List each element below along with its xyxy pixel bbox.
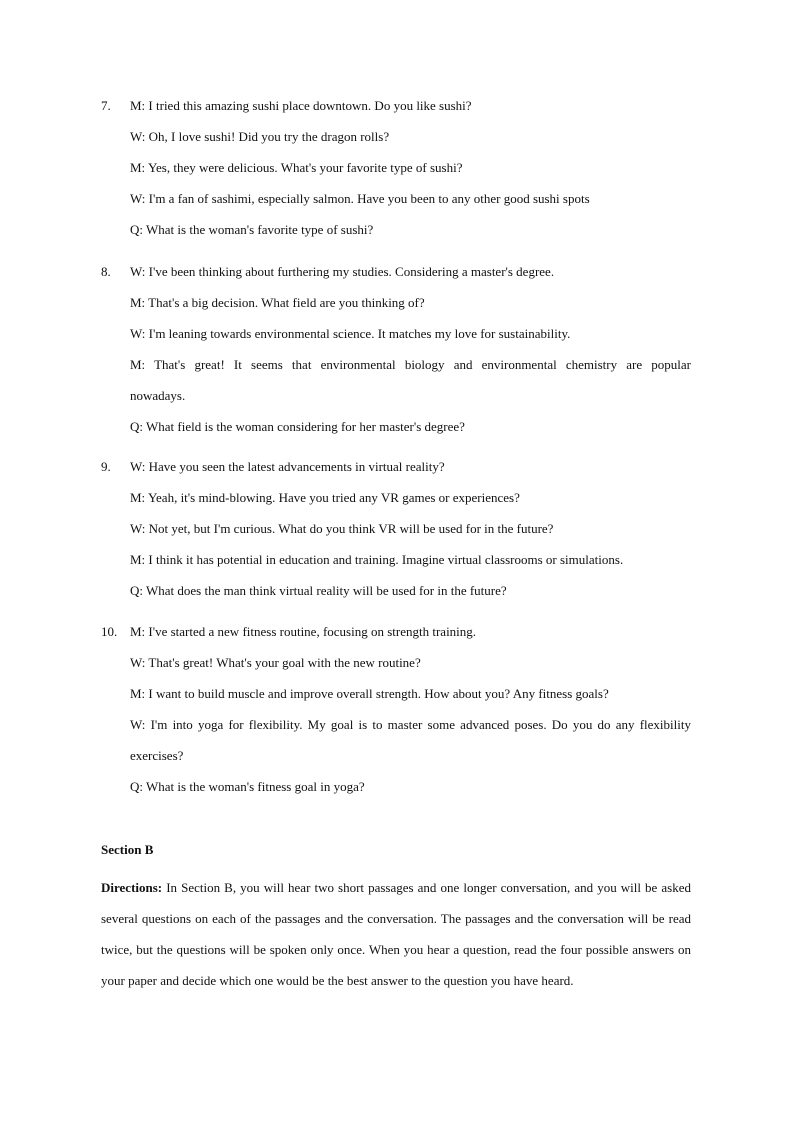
dialogue-line-continued: exercises? (130, 748, 184, 763)
wrapped-dialogue (130, 716, 691, 778)
question-prompt: Q: What does the man think virtual reality will be used for in the future? (130, 583, 507, 598)
question-prompt: Q: What is the woman's fitness goal in yoga? (130, 779, 365, 794)
question-10 (101, 623, 701, 809)
question-line (101, 778, 701, 809)
directions-label: Directions: (101, 880, 163, 895)
dialogue-line-continued: nowadays. (130, 388, 186, 403)
dialogue-line: W: Not yet, but I'm curious. What do you think VR will be used for in the future? (130, 521, 554, 536)
question-line (101, 128, 701, 159)
wrapped-dialogue (130, 356, 691, 418)
dialogue-line: W: I'm a fan of sashimi, especially salmon. Have you been to any other good sushi spots (130, 191, 590, 206)
question-line (101, 294, 701, 325)
dialogue-line: W: Oh, I love sushi! Did you try the dragon rolls? (130, 129, 390, 144)
question-prompt: Q: What field is the woman considering for her master's degree? (130, 419, 465, 434)
dialogue-line: W: I'm into yoga for flexibility. My goal is to master some advanced poses. Do you do any flexibility (130, 717, 691, 732)
dialogue-line: W: I've been thinking about furthering my studies. Considering a master's degree. (130, 264, 555, 279)
question-line (101, 263, 701, 294)
question-number: 9. (101, 459, 111, 474)
question-line (101, 623, 701, 654)
question-line (101, 458, 701, 489)
question-line (101, 418, 701, 449)
question-prompt: Q: What is the woman's favorite type of sushi? (130, 222, 374, 237)
directions-text: In Section B, you will hear two short passages and one longer conversation, and you will be asked several questions on each of the passages and the conversation. The passages and the conversation will be read twice, but the questions will be spoken only once. When you hear a question, read the four possible answers on your paper and decide which one would be the best answer to the question you have heard. (101, 880, 691, 988)
dialogue-line: W: Have you seen the latest advancements in virtual reality? (130, 459, 445, 474)
section-heading: Section B (101, 842, 154, 857)
question-line (101, 489, 701, 520)
dialogue-line: W: That's great! What's your goal with the new routine? (130, 655, 421, 670)
question-line (101, 654, 701, 685)
question-line (101, 551, 701, 582)
question-line (101, 190, 701, 221)
question-line (101, 221, 701, 252)
dialogue-line: M: I want to build muscle and improve overall strength. How about you? Any fitness goals? (130, 686, 609, 701)
question-line (101, 97, 701, 128)
dialogue-line: M: That's great! It seems that environmental biology and environmental chemistry are popular (130, 357, 691, 372)
question-line (101, 520, 701, 551)
directions-paragraph (101, 872, 691, 996)
dialogue-line: M: Yeah, it's mind-blowing. Have you tried any VR games or experiences? (130, 490, 520, 505)
question-number: 8. (101, 264, 111, 279)
question-number: 10. (101, 624, 118, 639)
dialogue-line: M: I tried this amazing sushi place downtown. Do you like sushi? (130, 98, 472, 113)
dialogue-line: W: I'm leaning towards environmental science. It matches my love for sustainability. (130, 326, 571, 341)
dialogue-line: M: Yes, they were delicious. What's your favorite type of sushi? (130, 160, 463, 175)
question-8 (101, 263, 701, 449)
question-line (101, 582, 701, 613)
question-7 (101, 97, 701, 252)
question-line (101, 685, 701, 716)
question-number: 7. (101, 98, 111, 113)
question-line (101, 159, 701, 190)
question-line (101, 325, 701, 356)
dialogue-line: M: I think it has potential in education and training. Imagine virtual classrooms or simulations. (130, 552, 624, 567)
dialogue-line: M: That's a big decision. What field are you thinking of? (130, 295, 425, 310)
question-9 (101, 458, 701, 613)
dialogue-line: M: I've started a new fitness routine, focusing on strength training. (130, 624, 477, 639)
